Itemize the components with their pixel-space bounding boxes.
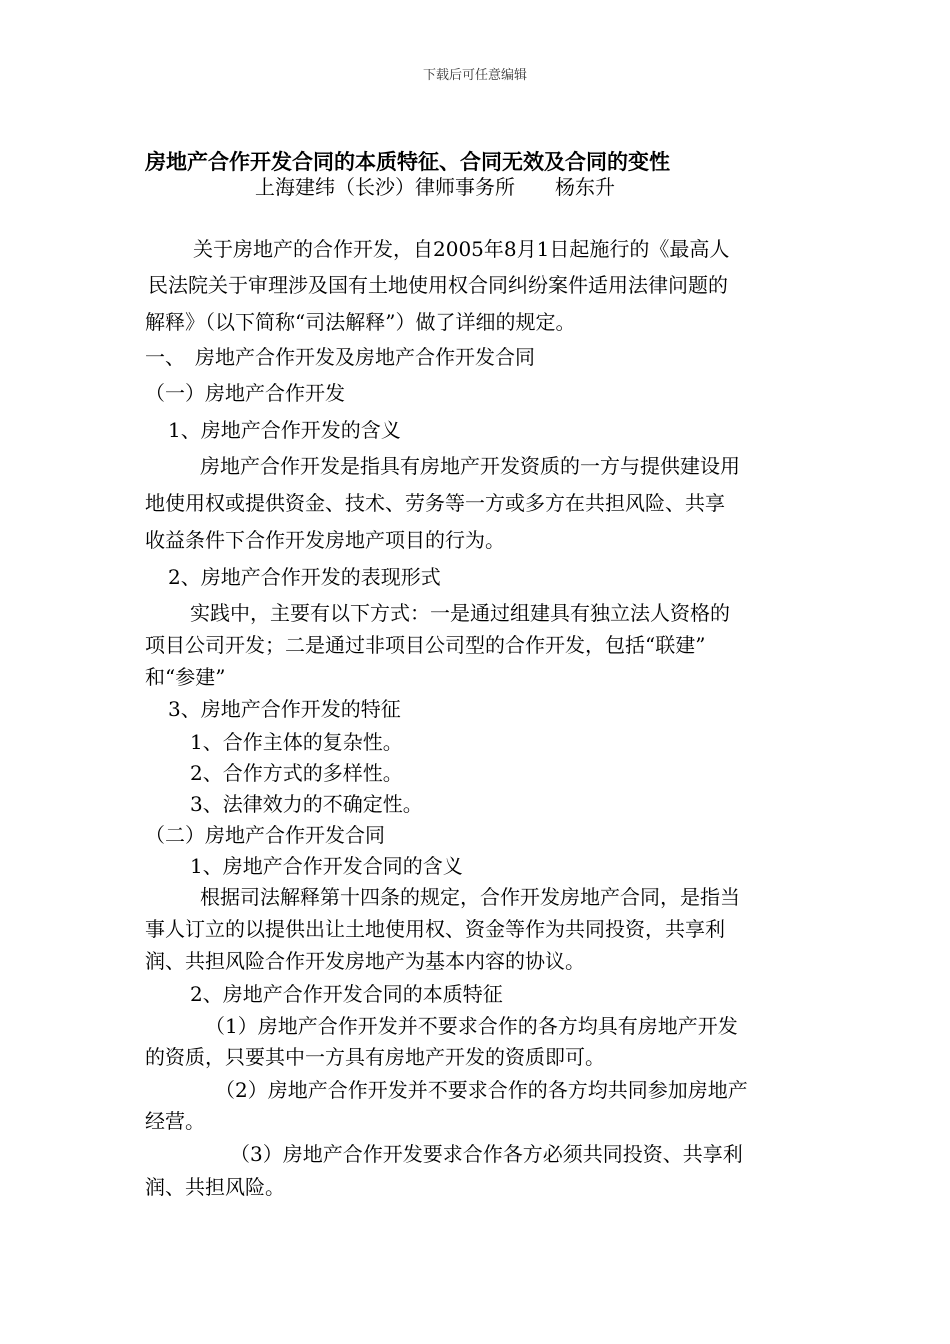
paragraph-line: 收益条件下合作开发房地产项目的行为。 [145, 528, 505, 552]
list-item: 2、合作方式的多样性。 [190, 761, 403, 785]
paragraph-line: 地使用权或提供资金、技术、劳务等一方或多方在共担风险、共享 [145, 491, 725, 515]
paragraph-line: 实践中，主要有以下方式：一是通过组建具有独立法人资格的 [190, 601, 730, 625]
list-item: 3、法律效力的不确定性。 [190, 792, 423, 816]
paragraph-line: 解释》（以下简称“司法解释”）做了详细的规定。 [145, 310, 576, 334]
paragraph-line: 润、共担风险。 [145, 1175, 285, 1199]
paragraph-line: 的资质，只要其中一方具有房地产开发的资质即可。 [145, 1045, 605, 1069]
subsection-heading: （二）房地产合作开发合同 [145, 823, 385, 847]
item-heading: 3、房地产合作开发的特征 [168, 697, 401, 721]
document-title: 房地产合作开发合同的本质特征、合同无效及合同的变性 [145, 149, 670, 174]
paragraph-line: （1）房地产合作开发并不要求合作的各方均具有房地产开发 [205, 1014, 738, 1038]
paragraph-line: （3）房地产合作开发要求合作各方必须共同投资、共享利 [230, 1142, 743, 1166]
item-heading: 2、房地产合作开发合同的本质特征 [190, 982, 503, 1006]
paragraph-line: 事人订立的以提供出让土地使用权、资金等作为共同投资，共享利 [145, 917, 725, 941]
paragraph-line: 项目公司开发；二是通过非项目公司型的合作开发，包括“联建” [145, 633, 706, 657]
paragraph-line: 润、共担风险合作开发房地产为基本内容的协议。 [145, 949, 585, 973]
paragraph-line: 经营。 [145, 1109, 205, 1133]
paragraph-line: （2）房地产合作开发并不要求合作的各方均共同参加房地产 [215, 1078, 748, 1102]
subsection-heading: （一）房地产合作开发 [145, 381, 345, 405]
item-heading: 2、房地产合作开发的表现形式 [168, 565, 441, 589]
paragraph-line: 根据司法解释第十四条的规定，合作开发房地产合同，是指当 [200, 885, 740, 909]
paragraph-line: 房地产合作开发是指具有房地产开发资质的一方与提供建设用 [200, 454, 740, 478]
section-heading: 一、 房地产合作开发及房地产合作开发合同 [145, 345, 535, 369]
item-heading: 1、房地产合作开发合同的含义 [190, 854, 463, 878]
list-item: 1、合作主体的复杂性。 [190, 730, 403, 754]
paragraph-line: 民法院关于审理涉及国有土地使用权合同纠纷案件适用法律问题的 [148, 273, 728, 297]
paragraph-line: 和“参建” [145, 665, 226, 689]
header-note: 下载后可任意编辑 [422, 68, 527, 83]
item-heading: 1、房地产合作开发的含义 [168, 418, 401, 442]
paragraph-line: 关于房地产的合作开发，自2005年8月1日起施行的《最高人 [193, 237, 730, 261]
document-author: 上海建纬（长沙）律师事务所 杨东升 [255, 175, 615, 199]
